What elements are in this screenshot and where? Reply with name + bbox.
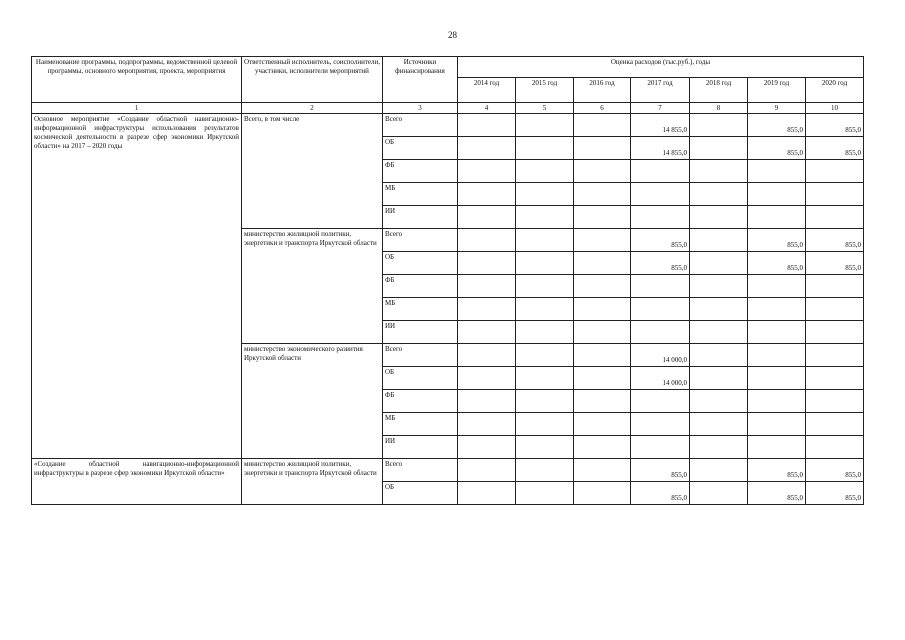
header-year-2015: 2015 год [516, 78, 574, 103]
expense-value-cell [748, 298, 806, 321]
expense-value-cell [516, 298, 574, 321]
expense-value-cell: 855,0 [631, 482, 690, 505]
expense-value-cell [690, 459, 748, 482]
expense-value-cell [516, 459, 574, 482]
expense-value-cell [574, 321, 631, 344]
expense-value-cell: 855,0 [748, 482, 806, 505]
funding-source-cell: Всего [383, 344, 458, 367]
expense-value-cell [690, 160, 748, 183]
expense-value-cell: 855,0 [748, 229, 806, 252]
expense-value-cell [516, 482, 574, 505]
expense-value-cell: 855,0 [748, 252, 806, 275]
expense-value-cell [748, 321, 806, 344]
expense-value-cell [574, 275, 631, 298]
expense-value-cell [458, 298, 516, 321]
column-number: 1 [32, 103, 242, 114]
expense-value-cell [690, 298, 748, 321]
expense-value-cell [516, 436, 574, 459]
column-number: 5 [516, 103, 574, 114]
expense-value-cell [574, 229, 631, 252]
expense-value-cell [748, 183, 806, 206]
expense-value-cell [574, 367, 631, 390]
expense-value-cell: 855,0 [748, 459, 806, 482]
expense-value-cell [748, 367, 806, 390]
expense-value-cell [458, 183, 516, 206]
expense-value-cell [806, 183, 864, 206]
expense-value-cell [458, 137, 516, 160]
expense-value-cell: 855,0 [806, 137, 864, 160]
funding-source-cell: Всего [383, 459, 458, 482]
expense-value-cell [574, 137, 631, 160]
expense-value-cell [690, 206, 748, 229]
expense-value-cell [458, 275, 516, 298]
expense-value-cell [690, 367, 748, 390]
expense-value-cell [806, 321, 864, 344]
column-number: 6 [574, 103, 631, 114]
executor-cell: министерство жилищной политики, энергетики и транспорта Иркутской области [242, 459, 383, 505]
expense-value-cell: 855,0 [806, 482, 864, 505]
expense-value-cell [690, 436, 748, 459]
funding-source-cell: ОБ [383, 252, 458, 275]
expense-value-cell [690, 344, 748, 367]
expense-value-cell [631, 413, 690, 436]
expense-value-cell [574, 344, 631, 367]
expense-value-cell [516, 344, 574, 367]
funding-source-cell: ОБ [383, 482, 458, 505]
expense-value-cell [458, 367, 516, 390]
expense-value-cell [516, 390, 574, 413]
expense-value-cell [806, 413, 864, 436]
column-number: 3 [383, 103, 458, 114]
expense-value-cell [748, 160, 806, 183]
expense-value-cell [458, 160, 516, 183]
expense-value-cell [748, 275, 806, 298]
column-number: 4 [458, 103, 516, 114]
expense-value-cell [458, 459, 516, 482]
expense-value-cell [631, 436, 690, 459]
column-number: 9 [748, 103, 806, 114]
expense-value-cell [748, 344, 806, 367]
expense-value-cell [458, 436, 516, 459]
expense-value-cell [806, 390, 864, 413]
expense-value-cell [631, 321, 690, 344]
expense-value-cell [516, 137, 574, 160]
expense-value-cell [574, 413, 631, 436]
expense-value-cell [574, 482, 631, 505]
expense-value-cell [806, 275, 864, 298]
expense-value-cell [748, 413, 806, 436]
expense-value-cell [458, 413, 516, 436]
funding-source-cell: ИИ [383, 321, 458, 344]
funding-source-cell: ФБ [383, 160, 458, 183]
funding-source-cell: Всего [383, 229, 458, 252]
expense-value-cell [516, 413, 574, 436]
expense-value-cell: 14 000,0 [631, 367, 690, 390]
program-name-cell: Основное мероприятие «Создание областной навигационно-информационной инфраструктуры использования результатов космической деятельности в разрезе сфер экономики Иркутской области» на 2017 – 2020 годы [32, 114, 242, 459]
expense-value-cell [748, 390, 806, 413]
expense-value-cell [458, 229, 516, 252]
expense-value-cell: 855,0 [806, 114, 864, 137]
expense-value-cell [574, 459, 631, 482]
expense-value-cell [690, 183, 748, 206]
expense-value-cell [574, 160, 631, 183]
expense-value-cell [574, 252, 631, 275]
expense-value-cell [748, 206, 806, 229]
expense-value-cell [516, 252, 574, 275]
executor-cell: министерство жилищной политики, энергетики и транспорта Иркутской области [242, 229, 383, 344]
expense-value-cell [458, 206, 516, 229]
expense-value-cell [458, 252, 516, 275]
expense-value-cell [631, 160, 690, 183]
funding-source-cell: ФБ [383, 275, 458, 298]
expense-value-cell: 14 855,0 [631, 114, 690, 137]
header-executors: Ответственный исполнитель, соисполнители, участники, исполнители мероприятий [242, 57, 383, 103]
expense-value-cell [516, 367, 574, 390]
expense-value-cell [516, 275, 574, 298]
expense-value-cell [458, 390, 516, 413]
expense-value-cell: 855,0 [631, 252, 690, 275]
expense-value-cell [631, 206, 690, 229]
expense-value-cell [516, 114, 574, 137]
column-number: 10 [806, 103, 864, 114]
expense-value-cell [574, 206, 631, 229]
column-number: 7 [631, 103, 690, 114]
expense-value-cell [574, 114, 631, 137]
expense-value-cell [458, 344, 516, 367]
expense-value-cell [574, 298, 631, 321]
header-year-2018: 2018 год [690, 78, 748, 103]
expense-value-cell [690, 390, 748, 413]
expense-value-cell [690, 482, 748, 505]
column-number-row [32, 103, 864, 114]
header-year-2019: 2019 год [748, 78, 806, 103]
expense-value-cell [806, 206, 864, 229]
expense-value-cell [690, 321, 748, 344]
funding-source-cell: МБ [383, 183, 458, 206]
expense-value-cell: 855,0 [631, 229, 690, 252]
funding-source-cell: ОБ [383, 367, 458, 390]
expense-value-cell [458, 321, 516, 344]
funding-source-cell: МБ [383, 298, 458, 321]
funding-source-cell: ИИ [383, 206, 458, 229]
expense-value-cell [516, 206, 574, 229]
expense-value-cell: 14 000,0 [631, 344, 690, 367]
column-number: 2 [242, 103, 383, 114]
expense-value-cell [690, 137, 748, 160]
expense-value-cell [458, 114, 516, 137]
expense-value-cell: 855,0 [748, 137, 806, 160]
header-year-2014: 2014 год [458, 78, 516, 103]
expense-value-cell [574, 436, 631, 459]
header-program-name: Наименование программы, подпрограммы, ведомственной целевой программы, основного мероприятия, проекта, мероприятия [32, 57, 242, 103]
header-year-2020: 2020 год [806, 78, 864, 103]
program-name-cell: «Создание областной навигационно-информационной инфраструктуры в разрезе сфер экономики Иркутской области» [32, 459, 242, 505]
expense-value-cell [690, 413, 748, 436]
expense-value-cell [574, 390, 631, 413]
header-row-top [32, 57, 864, 78]
expense-value-cell [631, 183, 690, 206]
expense-value-cell: 855,0 [806, 229, 864, 252]
expense-value-cell: 855,0 [631, 459, 690, 482]
header-year-2016: 2016 год [574, 78, 631, 103]
expense-value-cell [806, 160, 864, 183]
expense-value-cell [690, 252, 748, 275]
expense-value-cell [806, 344, 864, 367]
page-number: 28 [448, 30, 457, 40]
expense-value-cell [516, 229, 574, 252]
table-row [32, 459, 864, 482]
header-funding-sources: Источники финансирования [383, 57, 458, 103]
executor-cell: министерство экономического развития Иркутской области [242, 344, 383, 459]
expense-value-cell [748, 436, 806, 459]
expense-value-cell [516, 160, 574, 183]
expense-value-cell [631, 390, 690, 413]
expense-table [31, 56, 864, 505]
funding-source-cell: ИИ [383, 436, 458, 459]
executor-cell: Всего, в том числе [242, 114, 383, 229]
funding-source-cell: ОБ [383, 137, 458, 160]
expense-value-cell [806, 367, 864, 390]
header-expense-estimate: Оценка расходов (тыс.руб.), годы [458, 57, 864, 78]
expense-value-cell [631, 275, 690, 298]
expense-value-cell: 855,0 [748, 114, 806, 137]
funding-source-cell: ФБ [383, 390, 458, 413]
header-year-2017: 2017 год [631, 78, 690, 103]
expense-value-cell [516, 321, 574, 344]
expense-value-cell [516, 183, 574, 206]
expense-value-cell [690, 275, 748, 298]
expense-value-cell [574, 183, 631, 206]
expense-value-cell [806, 298, 864, 321]
expense-value-cell [690, 229, 748, 252]
expense-value-cell [806, 436, 864, 459]
column-number: 8 [690, 103, 748, 114]
funding-source-cell: Всего [383, 114, 458, 137]
expense-value-cell [690, 114, 748, 137]
expense-value-cell [631, 298, 690, 321]
table-row [32, 114, 864, 137]
expense-value-cell [458, 482, 516, 505]
funding-source-cell: МБ [383, 413, 458, 436]
expense-value-cell: 855,0 [806, 459, 864, 482]
expense-value-cell: 855,0 [806, 252, 864, 275]
expense-value-cell: 14 855,0 [631, 137, 690, 160]
